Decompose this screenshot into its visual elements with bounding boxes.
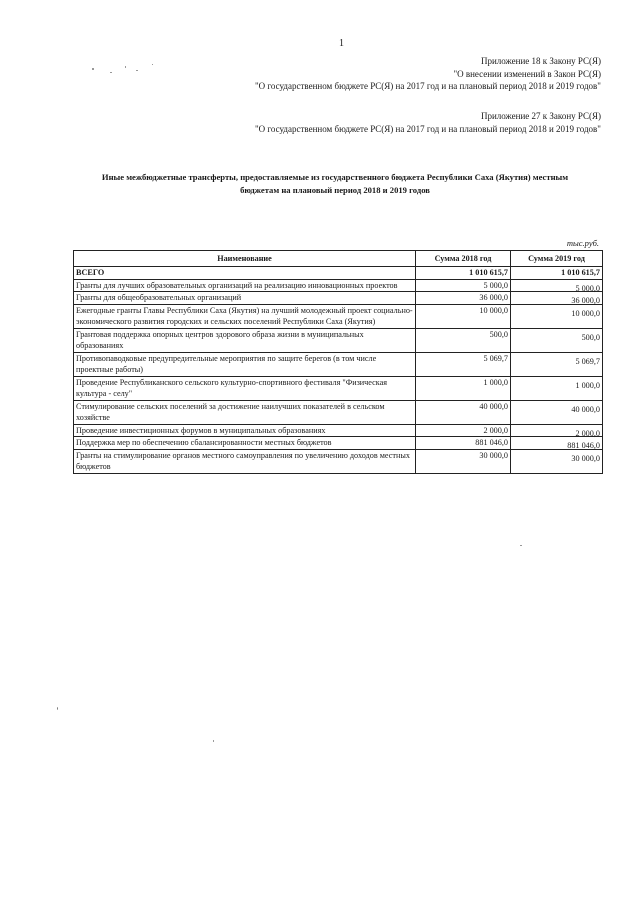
row-name: Проведение инвестиционных форумов в муниципальных образованиях bbox=[74, 424, 416, 437]
table-row bbox=[74, 449, 603, 473]
scan-speck bbox=[110, 72, 112, 73]
total-2019: 1 010 615,7 bbox=[511, 267, 603, 280]
row-2018: 36 000,0 bbox=[416, 292, 511, 305]
row-2019: 2 000,0 bbox=[511, 424, 603, 437]
row-2018: 5 069,7 bbox=[416, 352, 511, 376]
title-line: бюджетам на плановый период 2018 и 2019 годов bbox=[240, 185, 430, 195]
table-row bbox=[74, 424, 603, 437]
row-2019: 10 000,0 bbox=[511, 304, 603, 328]
header-name: Наименование bbox=[74, 251, 416, 267]
annex-header-27 bbox=[255, 110, 601, 135]
scan-speck bbox=[136, 70, 138, 71]
row-2018: 881 046,0 bbox=[416, 437, 511, 450]
annex-header-18 bbox=[255, 55, 601, 93]
row-2018: 500,0 bbox=[416, 328, 511, 352]
row-name: Грантовая поддержка опорных центров здорового образа жизни в муниципальных образованиях bbox=[74, 328, 416, 352]
row-2019: 881 046,0 bbox=[511, 437, 603, 450]
row-2019: 5 000,0 bbox=[511, 279, 603, 292]
total-2018: 1 010 615,7 bbox=[416, 267, 511, 280]
row-2018: 1 000,0 bbox=[416, 376, 511, 400]
units-label: тыс.руб. bbox=[566, 238, 599, 248]
total-row bbox=[74, 267, 603, 280]
scan-speck bbox=[57, 707, 58, 710]
row-name: Поддержка мер по обеспечению сбалансированности местных бюджетов bbox=[74, 437, 416, 450]
title-line: Иные межбюджетные трансферты, предоставляемые из государственного бюджета Республики Саха (Якутия) местным bbox=[101, 172, 569, 182]
row-name: Проведение Республиканского сельского культурно-спортивного фестиваля "Физическая культура - селу" bbox=[74, 376, 416, 400]
row-name: Противопаводковые предупредительные мероприятия по защите берегов (в том числе проектные работы) bbox=[74, 352, 416, 376]
scan-speck bbox=[152, 64, 153, 65]
row-2018: 2 000,0 bbox=[416, 424, 511, 437]
transfers-table bbox=[73, 250, 603, 474]
table-row bbox=[74, 292, 603, 305]
table-row bbox=[74, 352, 603, 376]
document-title bbox=[70, 171, 600, 197]
table-row bbox=[74, 279, 603, 292]
header-2019: Сумма 2019 год bbox=[511, 251, 603, 267]
total-label: ВСЕГО bbox=[74, 267, 416, 280]
row-name: Гранты на стимулирование органов местного самоуправления по увеличению доходов местных бюджетов bbox=[74, 449, 416, 473]
row-2018: 10 000,0 bbox=[416, 304, 511, 328]
table-row bbox=[74, 328, 603, 352]
table-row bbox=[74, 437, 603, 450]
annex-line: Приложение 18 к Закону РС(Я) bbox=[480, 56, 601, 66]
row-2019: 40 000,0 bbox=[511, 400, 603, 424]
annex-line: Приложение 27 к Закону РС(Я) bbox=[480, 111, 601, 121]
row-name: Гранты для лучших образовательных организаций на реализацию инновационных проектов bbox=[74, 279, 416, 292]
row-name: Гранты для общеобразовательных организаций bbox=[74, 292, 416, 305]
header-2018: Сумма 2018 год bbox=[416, 251, 511, 267]
row-2019: 5 069,7 bbox=[511, 352, 603, 376]
table-row bbox=[74, 304, 603, 328]
page-number: 1 bbox=[339, 38, 344, 49]
row-name: Стимулирование сельских поселений за достижение наилучших показателей в сельском хозяйстве bbox=[74, 400, 416, 424]
table-row bbox=[74, 400, 603, 424]
row-2019: 30 000,0 bbox=[511, 449, 603, 473]
annex-line: "О государственном бюджете РС(Я) на 2017 год и на плановый период 2018 и 2019 годов" bbox=[254, 81, 601, 91]
row-2019: 36 000,0 bbox=[511, 292, 603, 305]
table-row bbox=[74, 376, 603, 400]
row-2019: 1 000,0 bbox=[511, 376, 603, 400]
row-name: Ежегодные гранты Главы Республики Саха (Якутия) на лучший молодежный проект социально-экономического развития городских и сельских поселений Республики Саха (Якутия) bbox=[74, 304, 416, 328]
scan-speck bbox=[125, 66, 126, 68]
annex-line: "О внесении изменений в Закон РС(Я) bbox=[453, 68, 601, 79]
annex-line: "О государственном бюджете РС(Я) на 2017 год и на плановый период 2018 и 2019 годов" bbox=[254, 123, 601, 134]
scan-speck bbox=[92, 68, 94, 70]
row-2018: 5 000,0 bbox=[416, 279, 511, 292]
scan-speck bbox=[213, 740, 214, 742]
row-2018: 40 000,0 bbox=[416, 400, 511, 424]
row-2019: 500,0 bbox=[511, 328, 603, 352]
scan-speck bbox=[520, 545, 522, 546]
table-header-row bbox=[74, 251, 603, 267]
row-2018: 30 000,0 bbox=[416, 449, 511, 473]
